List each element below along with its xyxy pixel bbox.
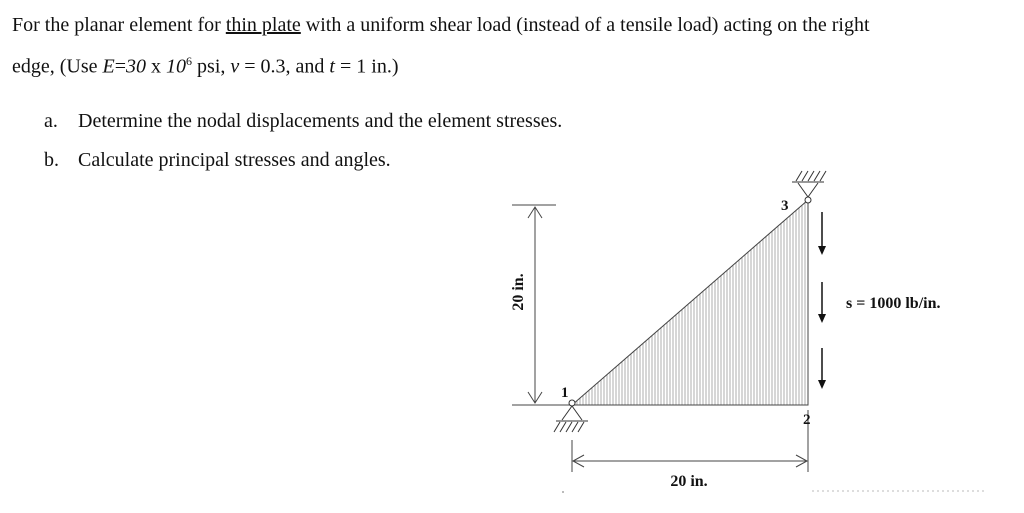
triangular-element [572,200,808,405]
scan-artifact-dot [562,491,564,493]
poisson-symbol: ν [230,55,240,78]
statement-text: = 1 in.) [334,55,399,78]
statement-text: edge, (Use [12,55,103,78]
shear-load-label: s = 1000 lb/in. [846,295,941,312]
modulus-exponent: 6 [186,54,193,68]
height-dimension-label: 20 in. [510,273,527,311]
height-dimension [510,205,570,405]
node-1-label: 1 [561,385,569,401]
statement-text: = 0.3, and [239,55,330,78]
list-item-text: Calculate principal stresses and angles. [78,149,391,171]
statement-text: x [146,55,167,78]
load-arrow [818,282,826,323]
load-arrow [818,348,826,389]
width-dimension-label: 20 in. [670,473,708,490]
node-2-label: 2 [803,412,811,428]
statement-text: psi, [192,55,231,78]
shear-load-arrows [818,212,826,389]
modulus-base: 10 [166,55,187,78]
list-marker: a. [44,110,58,132]
modulus-value: 30 [126,55,147,78]
thin-plate-link[interactable]: thin plate [225,14,301,36]
load-arrow [818,212,826,255]
modulus-symbol: E [102,55,115,78]
thickness-symbol: t [329,55,335,78]
node-3-pin-support [792,171,826,203]
node-3-label: 3 [781,198,789,214]
statement-text: with a uniform shear load (instead of a tensile load) acting on the right [300,14,870,36]
statement-text: For the planar element for [12,14,226,36]
width-dimension [572,410,808,490]
list-item-text: Determine the nodal displacements and the element stresses. [78,110,563,132]
statement-text: = [114,55,127,78]
list-marker: b. [44,149,59,171]
